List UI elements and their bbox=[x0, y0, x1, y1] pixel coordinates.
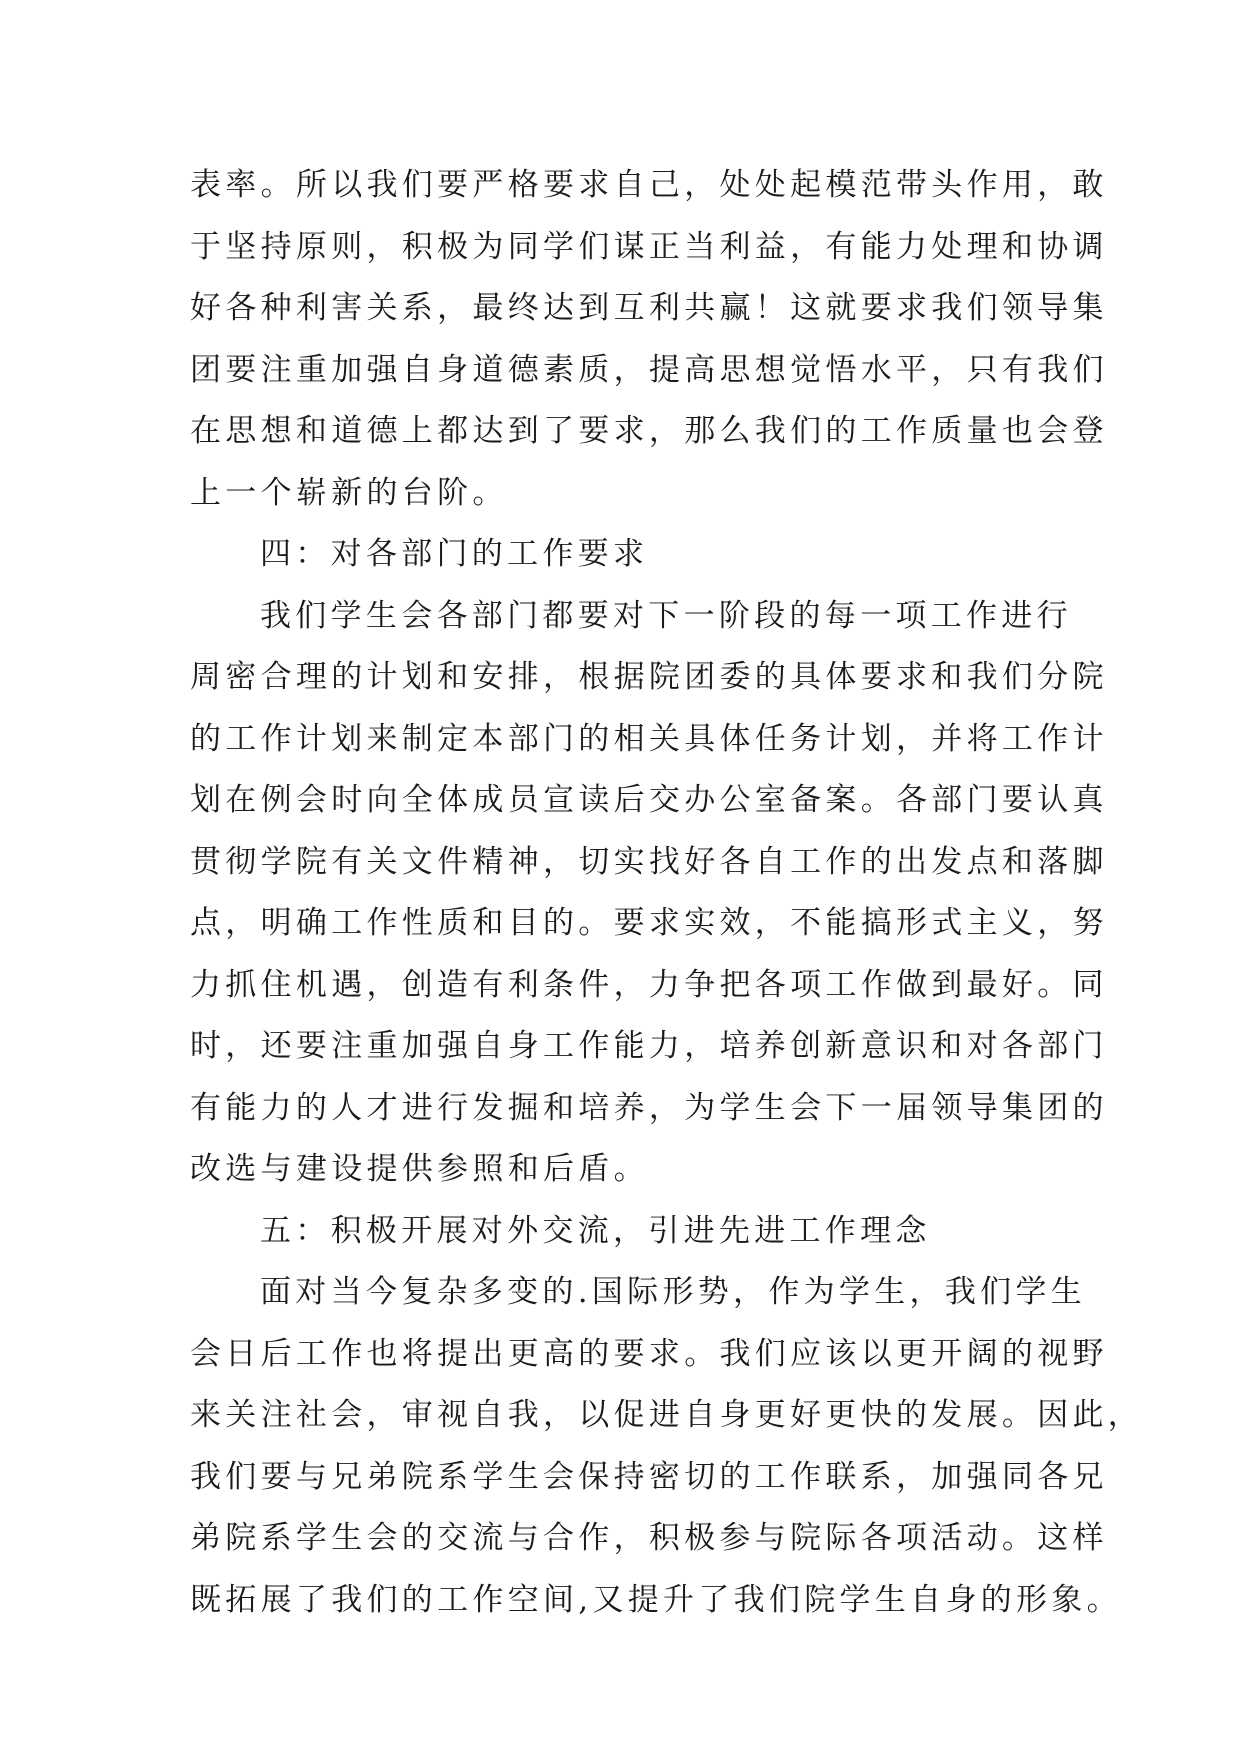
text-line: 弟院系学生会的交流与合作，积极参与院际各项活动。这样 bbox=[190, 1520, 1108, 1556]
text-line: 上一个崭新的台阶。 bbox=[190, 474, 508, 511]
text-line: 我们学生会各部门都要对下一阶段的每一项工作进行 bbox=[260, 597, 1072, 634]
text-line: 力抓住机遇，创造有利条件，力争把各项工作做到最好。同 bbox=[190, 966, 1108, 1003]
text-line: 会日后工作也将提出更高的要求。我们应该以更开阔的视野 bbox=[190, 1335, 1108, 1372]
text-line: 面对当今复杂多变的.国际形势，作为学生，我们学生 bbox=[260, 1274, 1087, 1310]
text-line: 来关注社会，审视自我，以促进自身更好更快的发展。因此， bbox=[190, 1397, 1144, 1433]
body-text bbox=[190, 155, 1144, 1631]
text-line: 的工作计划来制定本部门的相关具体任务计划，并将工作计 bbox=[190, 720, 1108, 757]
text-line: 既拓展了我们的工作空间,又提升了我们院学生自身的形象。 bbox=[190, 1581, 1122, 1618]
section-heading: 四：对各部门的工作要求 bbox=[260, 536, 649, 572]
text-line: 时，还要注重加强自身工作能力，培养创新意识和对各部门 bbox=[190, 1028, 1108, 1064]
text-line: 团要注重加强自身道德素质，提高思想觉悟水平，只有我们 bbox=[190, 351, 1108, 388]
text-line: 周密合理的计划和安排，根据院团委的具体要求和我们分院 bbox=[190, 659, 1108, 695]
text-line: 表率。所以我们要严格要求自己，处处起模范带头作用，敢 bbox=[190, 167, 1108, 203]
text-line: 改选与建设提供参照和后盾。 bbox=[190, 1151, 649, 1187]
text-line: 有能力的人才进行发掘和培养，为学生会下一届领导集团的 bbox=[190, 1089, 1108, 1126]
text-line: 点，明确工作性质和目的。要求实效，不能搞形式主义，努 bbox=[190, 905, 1108, 941]
text-line: 于坚持原则，积极为同学们谋正当利益，有能力处理和协调 bbox=[190, 228, 1108, 265]
text-line: 贯彻学院有关文件精神，切实找好各自工作的出发点和落脚 bbox=[190, 843, 1108, 880]
text-line: 好各种利害关系，最终达到互利共赢！这就要求我们领导集 bbox=[190, 290, 1108, 326]
text-line: 我们要与兄弟院系学生会保持密切的工作联系，加强同各兄 bbox=[190, 1458, 1108, 1495]
text-line: 划在例会时向全体成员宣读后交办公室备案。各部门要认真 bbox=[190, 782, 1108, 818]
section-heading: 五：积极开展对外交流，引进先进工作理念 bbox=[260, 1212, 931, 1249]
text-line: 在思想和道德上都达到了要求，那么我们的工作质量也会登 bbox=[190, 413, 1108, 449]
